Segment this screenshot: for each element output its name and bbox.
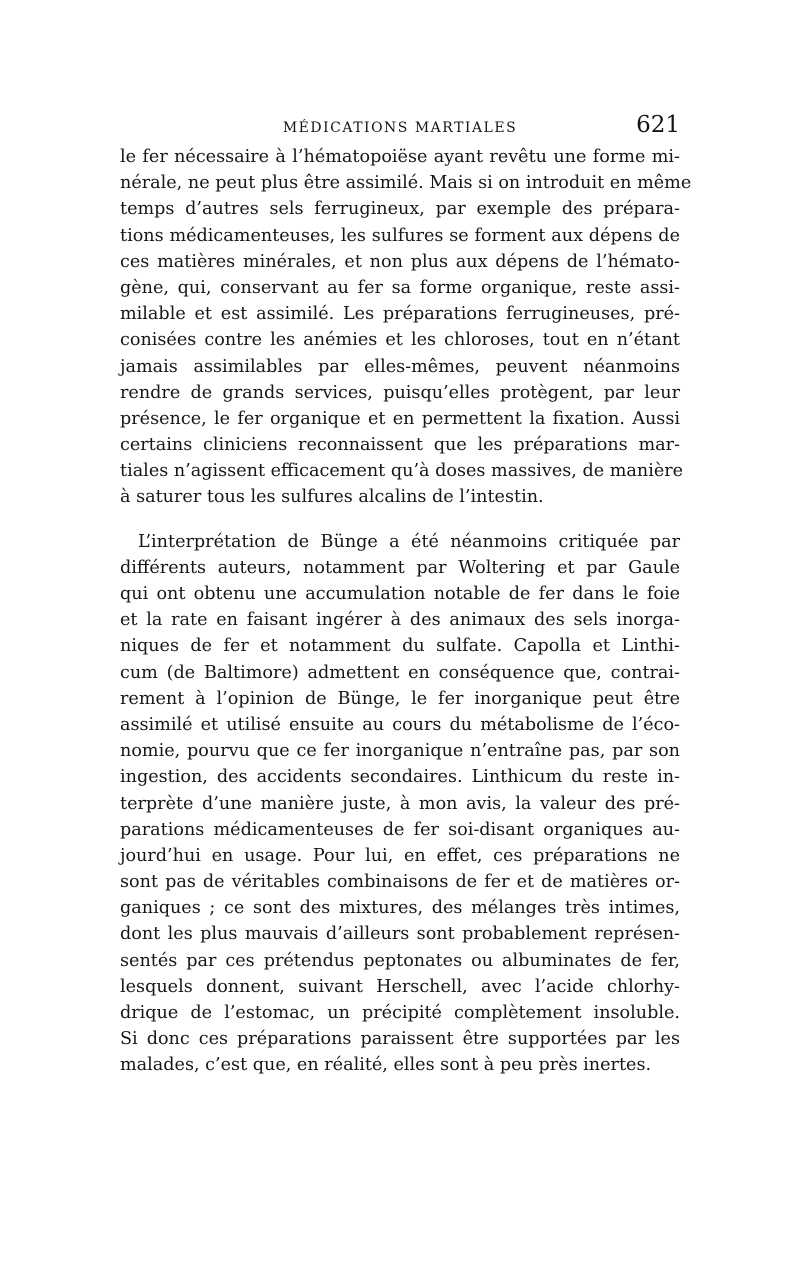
text-line: cum (de Baltimore) admettent en conséquence que, contrai- — [120, 662, 680, 683]
running-title: MÉDICATIONS MARTIALES — [282, 120, 518, 136]
text-line: temps d’autres sels ferrugineux, par exemple des prépara- — [120, 199, 680, 220]
text-line: le fer nécessaire à l’hématopoiëse ayant revêtu une forme mi- — [120, 147, 680, 167]
text-line: qui ont obtenu une accumulation notable de fer dans le foie — [120, 584, 680, 604]
text-line: jamais assimilables par elles-mêmes, peuvent néanmoins — [120, 356, 680, 377]
text-line: lesquels donnent, suivant Herschell, avec l’acide chlorhy- — [120, 976, 680, 997]
text-line: sont pas de véritables combinaisons de fer et de matières or- — [120, 872, 680, 893]
text-line: parations médicamenteuses de fer soi-disant organiques au- — [120, 819, 680, 840]
page-number: 621 — [636, 112, 680, 138]
text-line: rendre de grands services, puisqu’elles protègent, par leur — [120, 382, 680, 403]
book-page — [120, 112, 692, 1079]
text-line: niques de fer et notamment du sulfate. Capolla et Linthi- — [120, 636, 680, 657]
text-line: gène, qui, conservant au fer sa forme organique, reste assi- — [120, 277, 680, 298]
text-line: jourd’hui en usage. Pour lui, en effet, ces préparations ne — [120, 845, 680, 866]
paragraph — [120, 529, 680, 1079]
text-line: et la rate en faisant ingérer à des animaux des sels inorga- — [120, 610, 680, 631]
text-line: ganiques ; ce sont des mixtures, des mélanges très intimes, — [120, 898, 680, 919]
text-line: dont les plus mauvais d’ailleurs sont probablement représen- — [120, 924, 680, 945]
running-header — [120, 112, 680, 144]
text-line: nomie, pourvu que ce fer inorganique n’entraîne pas, par son — [120, 741, 680, 762]
text-line: ces matières minérales, et non plus aux dépens de l’hémato- — [120, 251, 680, 272]
text-line: tions médicamenteuses, les sulfures se forment aux dépens de — [120, 225, 680, 246]
text-line: conisées contre les anémies et les chloroses, tout en n’étant — [120, 330, 680, 351]
text-line: ingestion, des accidents secondaires. Linthicum du reste in- — [120, 767, 680, 788]
text-line: différents auteurs, notamment par Woltering et par Gaule — [120, 557, 680, 578]
text-line: terprète d’une manière juste, à mon avis, la valeur des pré- — [120, 793, 680, 814]
text-line: certains cliniciens reconnaissent que les préparations mar- — [120, 435, 680, 456]
text-line: sentés par ces prétendus peptonates ou albuminates de fer, — [120, 950, 680, 971]
paragraph — [120, 144, 692, 511]
text-line: L’interprétation de Bünge a été néanmoins critiquée par — [138, 531, 680, 552]
text-line: présence, le fer organique et en permettent la fixation. Aussi — [120, 408, 680, 429]
text-line: rement à l’opinion de Bünge, le fer inorganique peut être — [120, 688, 680, 709]
text-line: nérale, ne peut plus être assimilé. Mais si on introduit en même — [120, 173, 692, 194]
text-line: drique de l’estomac, un précipité complètement insoluble. — [120, 1003, 680, 1023]
text-line: milable et est assimilé. Les préparations ferrugineuses, pré- — [120, 304, 680, 325]
text-line: assimilé et utilisé ensuite au cours du métabolisme de l’éco- — [120, 714, 680, 735]
text-line: Si donc ces préparations paraissent être supportées par les — [120, 1029, 680, 1050]
text-line: tiales n’agissent efficacement qu’à doses massives, de manière — [120, 461, 684, 482]
text-line: à saturer tous les sulfures alcalins de l’intestin. — [120, 487, 544, 508]
text-line: malades, c’est que, en réalité, elles sont à peu près inertes. — [120, 1055, 652, 1076]
